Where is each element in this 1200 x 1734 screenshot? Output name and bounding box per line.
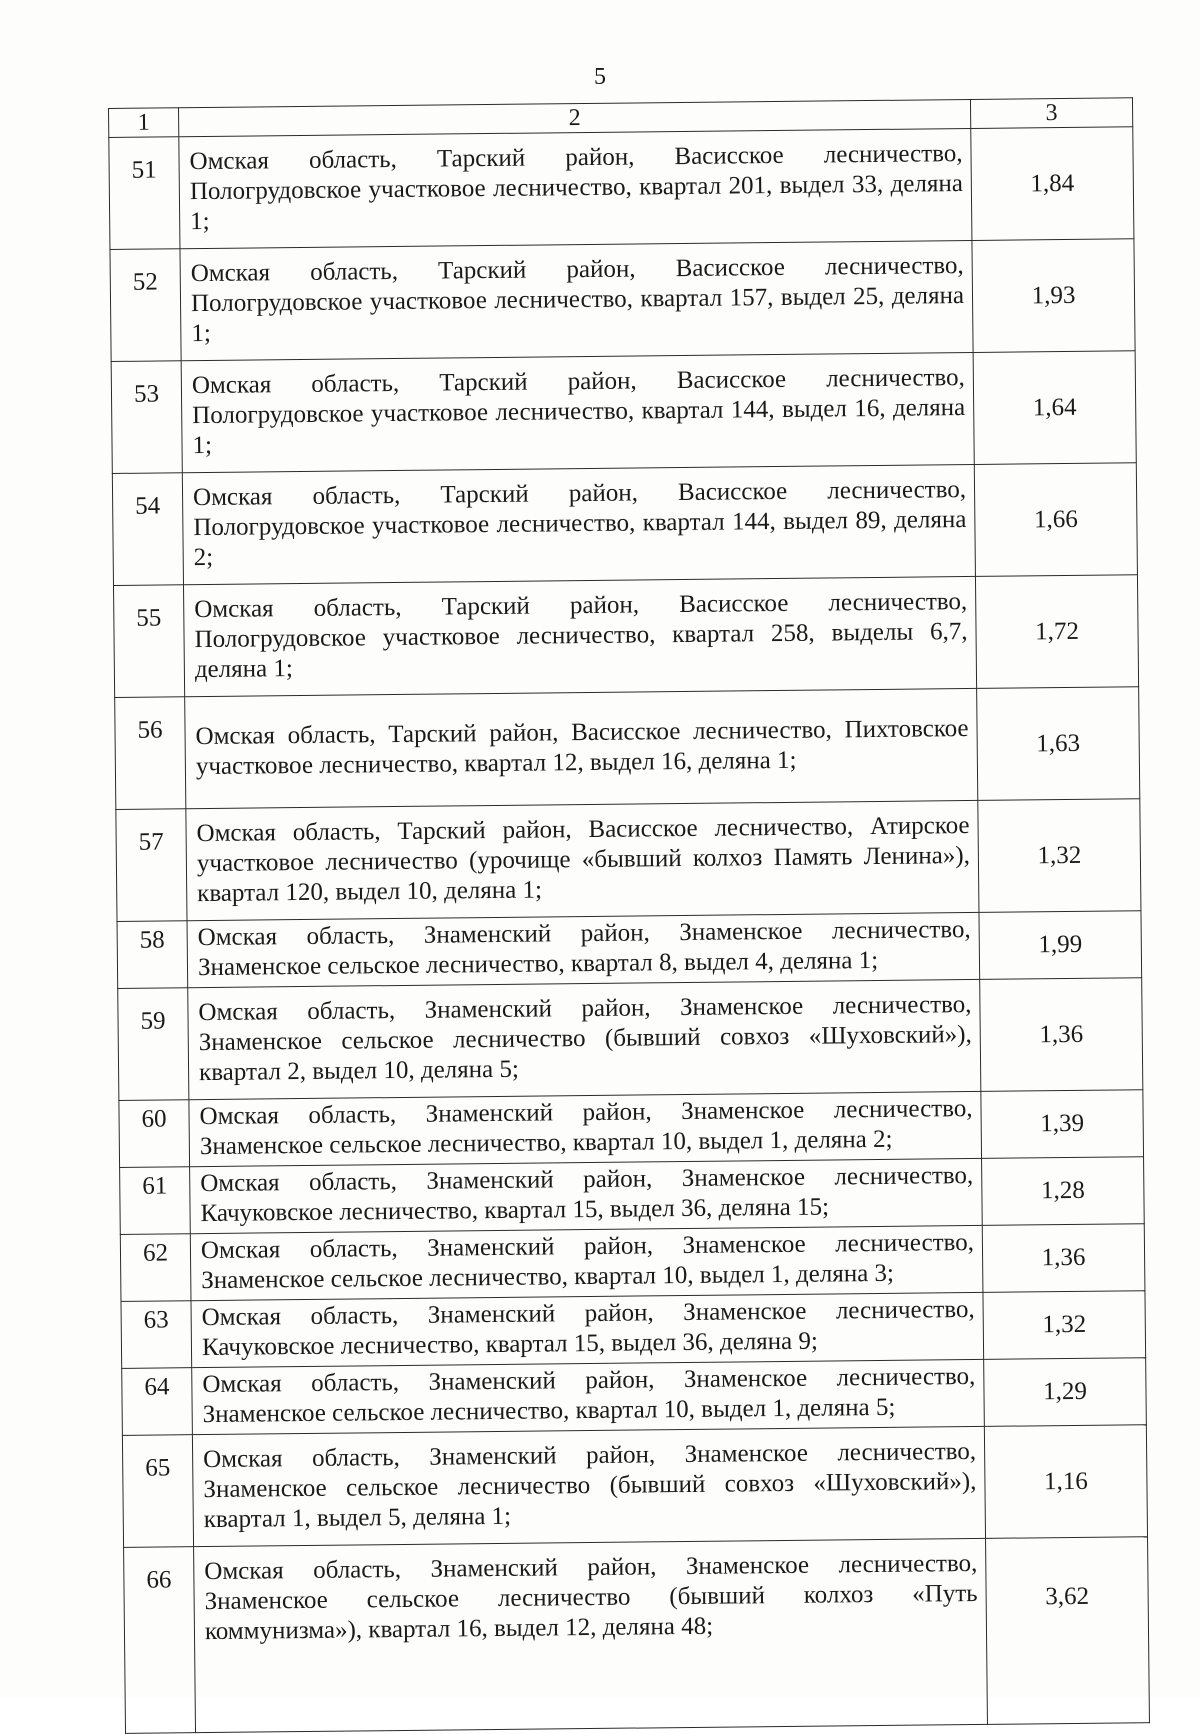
table-row	[121, 1291, 1146, 1369]
row-area: 1,63	[977, 687, 1140, 801]
row-number: 53	[111, 361, 182, 474]
row-number: 51	[109, 137, 180, 250]
row-location: Омская область, Тарский район, Васисское лесничество, Пихтовское участковое лесничество, квартал 12, выдел 16, деляна 1;	[185, 688, 978, 808]
table-row	[116, 799, 1141, 922]
row-area: 1,32	[978, 799, 1141, 913]
table-row	[115, 687, 1140, 810]
row-location: Омская область, Тарский район, Васисское лесничество, Пологрудовское участковое лесничество, квартал 258, выделы 6,7, деляна 1;	[183, 576, 976, 696]
header-col-1: 1	[109, 108, 179, 138]
row-location: Омская область, Знаменский район, Знаменское лесничество, Знаменское сельское лесничество, квартал 10, выдел 1, деляна 3;	[190, 1225, 983, 1300]
row-number: 60	[119, 1100, 190, 1168]
table-row	[117, 911, 1142, 989]
table-row	[122, 1358, 1147, 1436]
row-area: 1,16	[984, 1425, 1147, 1539]
row-number: 65	[122, 1435, 193, 1548]
row-number: 58	[117, 921, 188, 989]
row-area: 1,36	[982, 1224, 1145, 1293]
header-col-3: 3	[970, 98, 1132, 129]
table-row	[110, 239, 1135, 362]
row-number: 63	[121, 1301, 192, 1369]
row-area: 1,36	[980, 978, 1143, 1092]
row-location: Омская область, Знаменский район, Знаменское лесничество, Знаменское сельское лесничество, квартал 8, выдел 4, деляна 1;	[187, 912, 980, 987]
row-area: 1,93	[972, 239, 1135, 353]
row-area: 1,84	[971, 127, 1134, 241]
row-location: Омская область, Тарский район, Васисское лесничество, Пологрудовское участковое лесничество, квартал 144, выдел 89, деляна 2;	[182, 464, 975, 584]
table-row	[111, 351, 1136, 474]
row-area: 1,66	[974, 463, 1137, 577]
row-number: 56	[115, 697, 186, 810]
row-number: 54	[112, 473, 183, 586]
table-row	[124, 1537, 1150, 1734]
row-location: Омская область, Тарский район, Васисское лесничество, Пологрудовское участковое лесничество, квартал 201, выдел 33, деляна 1;	[179, 128, 972, 248]
row-area: 1,29	[984, 1358, 1147, 1427]
row-location: Омская область, Тарский район, Васисское лесничество, Пологрудовское участковое лесничество, квартал 157, выдел 25, деляна 1;	[180, 240, 973, 360]
row-number: 59	[118, 988, 189, 1101]
row-number: 64	[122, 1368, 193, 1436]
row-location: Омская область, Знаменский район, Знаменское лесничество, Знаменское сельское лесничество (бывший совхоз «Шуховский»), квартал 2, выдел 10, деляна 5;	[188, 979, 981, 1099]
row-area: 1,32	[983, 1291, 1146, 1360]
row-location: Омская область, Знаменский район, Знаменское лесничество, Качуковское лесничество, квартал 15, выдел 36, деляна 15;	[190, 1158, 983, 1233]
row-number: 62	[120, 1234, 191, 1302]
table-row	[114, 575, 1139, 698]
row-area: 1,72	[975, 575, 1138, 689]
row-number: 61	[120, 1167, 191, 1235]
row-number: 52	[110, 249, 181, 362]
table-row	[119, 1090, 1144, 1168]
table-row	[120, 1224, 1145, 1302]
row-area: 1,64	[973, 351, 1136, 465]
row-area: 1,99	[979, 911, 1142, 980]
plots-table	[108, 97, 1150, 1734]
row-area: 3,62	[986, 1537, 1150, 1725]
page-number: 5	[594, 64, 606, 90]
row-area: 1,28	[982, 1157, 1145, 1226]
header-col-2: 2	[179, 99, 971, 136]
table-row	[109, 127, 1134, 250]
row-number: 66	[124, 1547, 196, 1734]
row-location: Омская область, Знаменский район, Знаменское лесничество, Знаменское сельское лесничество, квартал 10, выдел 1, деляна 2;	[189, 1091, 982, 1166]
row-location: Омская область, Знаменский район, Знаменское лесничество, Знаменское сельское лесничество (бывший колхоз «Путь коммунизма»), квартал 16, выдел 12, деляна 48;	[194, 1538, 988, 1732]
row-area: 1,39	[981, 1090, 1144, 1159]
row-location: Омская область, Тарский район, Васисское лесничество, Атирское участковое лесничество (урочище «бывший колхоз Память Ленина»), квартал 120, выдел 10, деляна 1;	[186, 800, 979, 920]
row-location: Омская область, Знаменский район, Знаменское лесничество, Знаменское сельское лесничество (бывший совхоз «Шуховский»), квартал 1, выдел 5, деляна 1;	[192, 1426, 985, 1546]
row-location: Омская область, Тарский район, Васисское лесничество, Пологрудовское участковое лесничество, квартал 144, выдел 16, деляна 1;	[181, 352, 974, 472]
row-number: 55	[114, 585, 185, 698]
table-row	[122, 1425, 1147, 1548]
row-location: Омская область, Знаменский район, Знаменское лесничество, Знаменское сельское лесничество, квартал 10, выдел 1, деляна 5;	[192, 1359, 985, 1434]
table-row	[118, 978, 1143, 1101]
row-location: Омская область, Знаменский район, Знаменское лесничество, Качуковское лесничество, квартал 15, выдел 36, деляна 9;	[191, 1292, 984, 1367]
table-row	[120, 1157, 1145, 1235]
row-number: 57	[116, 809, 187, 922]
table-row	[112, 463, 1137, 586]
